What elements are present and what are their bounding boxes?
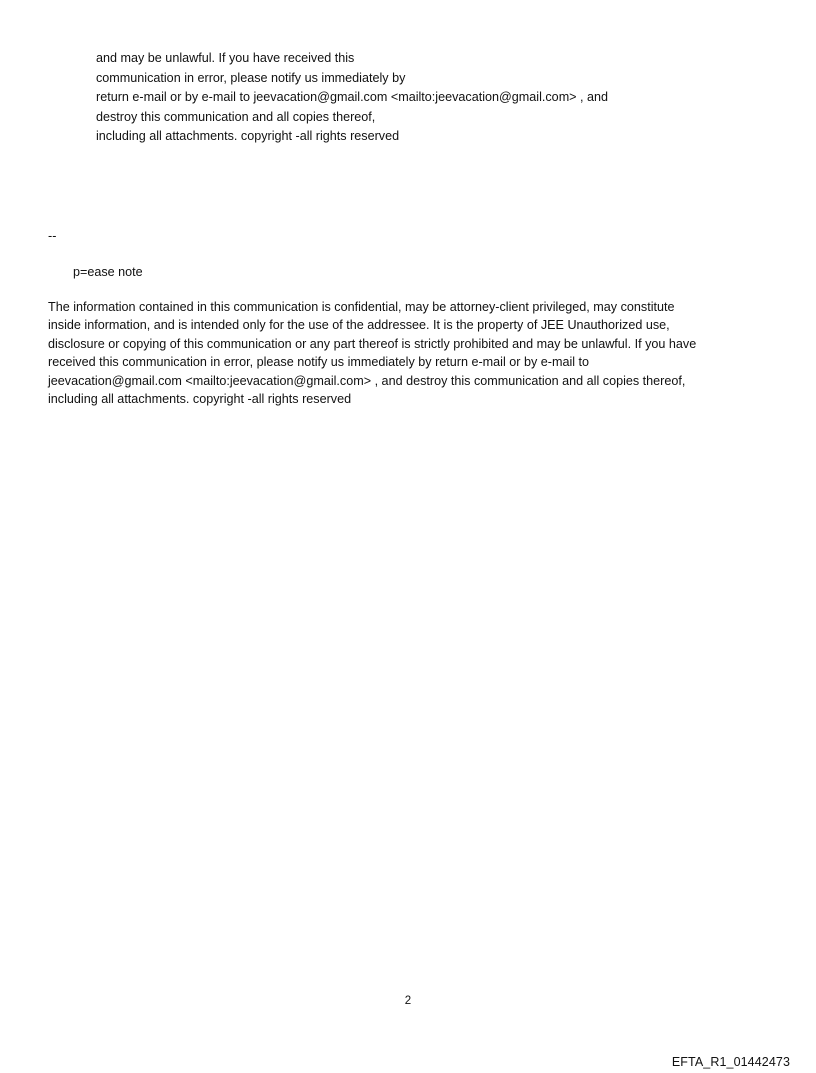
- disclaimer-line: received this communication in error, please notify us immediately by return e-mail or by e-mail to: [48, 355, 590, 370]
- disclaimer-line: inside information, and is intended only for the use of the addressee. It is the property of JEE Unauthorized use,: [48, 318, 670, 333]
- quoted-line: return e-mail or by e-mail to jeevacation@gmail.com <mailto:jeevacation@gmail.com> , and: [96, 90, 609, 105]
- disclaimer-line: including all attachments. copyright -all rights reserved: [48, 392, 352, 407]
- quoted-line: communication in error, please notify us immediately by: [96, 70, 406, 85]
- signature-separator: --: [48, 229, 57, 243]
- disclaimer-line: disclosure or copying of this communication or any part thereof is strictly prohibited and may be unlawful. If you have: [48, 336, 697, 351]
- quoted-disclaimer-block: [96, 49, 716, 147]
- disclaimer-line: The information contained in this communication is confidential, may be attorney-client privileged, may constitute: [48, 300, 675, 314]
- page-number: 2: [404, 995, 412, 1007]
- bates-number: EFTA_R1_01442473: [671, 1055, 790, 1069]
- quoted-line: destroy this communication and all copies thereof,: [96, 109, 376, 124]
- disclaimer-line: jeevacation@gmail.com <mailto:jeevacation@gmail.com> , and destroy this communication and all copies thereof,: [48, 373, 686, 388]
- quoted-line: including all attachments. copyright -all rights reserved: [96, 129, 400, 144]
- note-heading: p=ease note: [73, 265, 143, 279]
- quoted-line: and may be unlawful. If you have received this: [96, 51, 355, 65]
- disclaimer-paragraph: [48, 298, 768, 408]
